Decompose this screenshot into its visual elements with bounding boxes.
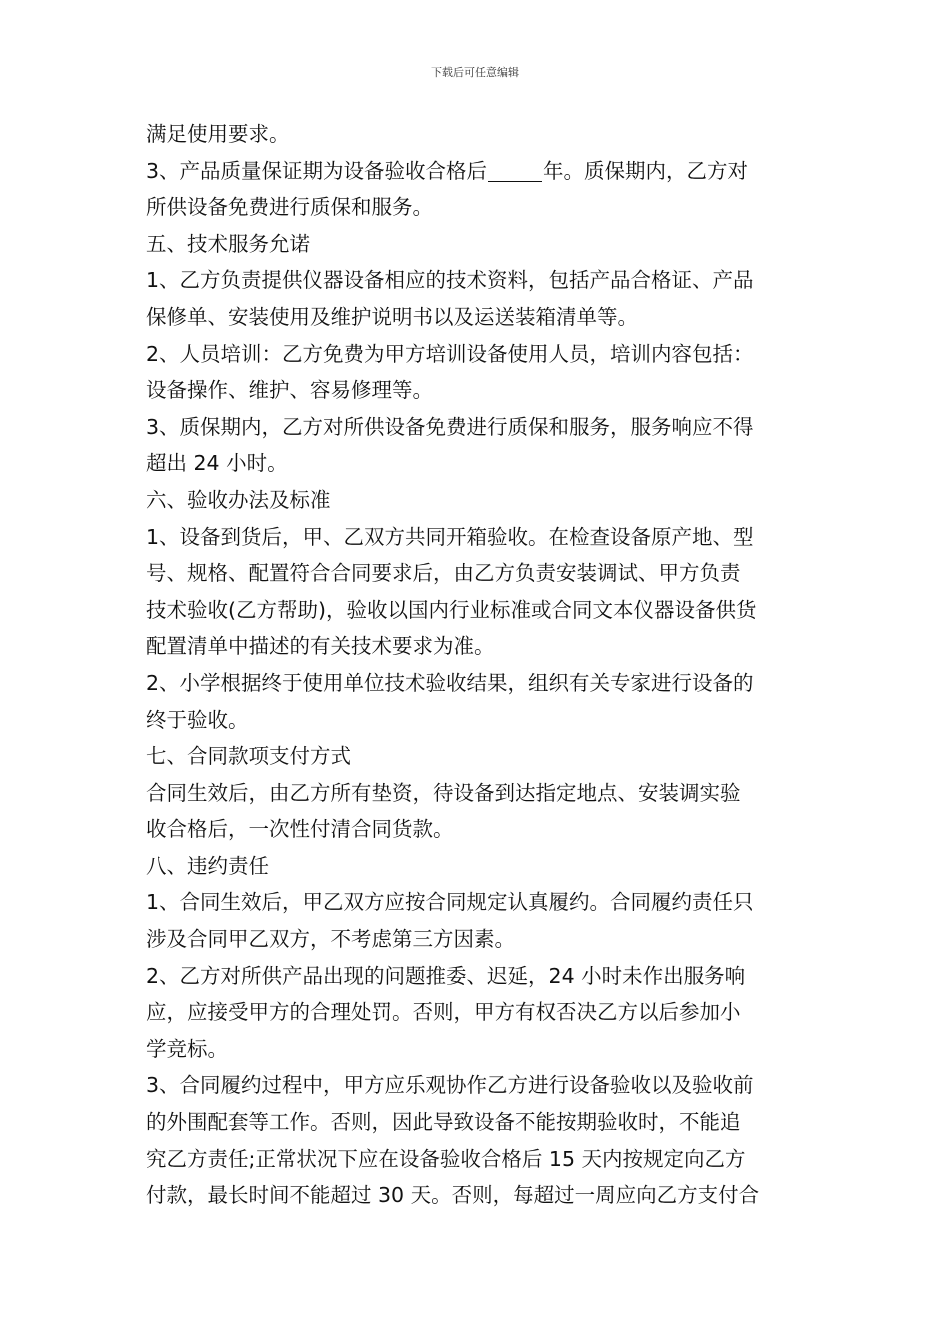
paragraph-line: 超出 24 小时。 [146, 451, 288, 476]
paragraph-line: 涉及合同甲乙双方，不考虑第三方因素。 [146, 927, 515, 952]
paragraph-line: 设备操作、维护、容易修理等。 [146, 378, 433, 403]
paragraph-line: 应，应接受甲方的合理处罚。否则，甲方有权否决乙方以后参加小 [146, 1000, 741, 1025]
paragraph-line: 3、质保期内，乙方对所供设备免费进行质保和服务，服务响应不得 [146, 414, 754, 439]
paragraph-line: 付款，最长时间不能超过 30 天。否则，每超过一周应向乙方支付合 [146, 1183, 760, 1208]
section-heading: 七、合同款项支付方式 [146, 744, 351, 769]
line-text-before-blank: 3、产品质量保证期为设备验收合格后 [146, 158, 488, 183]
paragraph-line: 的外围配套等工作。否则，因此导致设备不能按期验收时，不能追 [146, 1110, 741, 1135]
paragraph-line: 1、乙方负责提供仪器设备相应的技术资料，包括产品合格证、产品 [146, 268, 754, 293]
paragraph-line: 技术验收(乙方帮助)，验收以国内行业标准或合同文本仪器设备供货 [146, 597, 757, 622]
paragraph-line: 1、设备到货后，甲、乙双方共同开箱验收。在检查设备原产地、型 [146, 524, 754, 549]
line-text-after-blank: 年。质保期内，乙方对 [543, 158, 749, 183]
paragraph-line: 满足使用要求。 [146, 122, 290, 146]
paragraph-line: 配置清单中描述的有关技术要求为准。 [146, 634, 495, 659]
paragraph-line: 所供设备免费进行质保和服务。 [146, 195, 433, 220]
section-heading: 六、验收办法及标准 [146, 487, 331, 512]
paragraph-line: 终于验收。 [146, 707, 249, 732]
paragraph-line: 保修单、安装使用及维护说明书以及运送装箱清单等。 [146, 304, 638, 329]
paragraph-line: 1、合同生效后，甲乙双方应按合同规定认真履约。合同履约责任只 [146, 890, 754, 915]
paragraph-line: 合同生效后，由乙方所有垫资，待设备到达指定地点、安装调实验 [146, 780, 741, 805]
paragraph-line: 收合格后，一次性付清合同货款。 [146, 817, 454, 842]
section-heading: 五、技术服务允诺 [146, 231, 310, 256]
paragraph-line-with-blank [146, 153, 810, 190]
paragraph-line: 2、乙方对所供产品出现的问题推委、迟延，24 小时未作出服务响 [146, 963, 746, 988]
document-body [146, 116, 810, 1214]
fill-in-blank [488, 159, 542, 182]
page-header: 下载后可任意编辑 [431, 66, 519, 79]
paragraph-line: 2、人员培训：乙方免费为甲方培训设备使用人员，培训内容包括： [146, 341, 754, 366]
paragraph-line: 学竞标。 [146, 1036, 228, 1061]
paragraph-line: 号、规格、配置符合合同要求后，由乙方负责安装调试、甲方负责 [146, 561, 741, 586]
paragraph-line: 究乙方责任;正常状况下应在设备验收合格后 15 天内按规定向乙方 [146, 1146, 746, 1171]
paragraph-line: 2、小学根据终于使用单位技术验收结果，组织有关专家进行设备的 [146, 670, 754, 695]
paragraph-line: 3、合同履约过程中，甲方应乐观协作乙方进行设备验收以及验收前 [146, 1073, 754, 1098]
section-heading: 八、违约责任 [146, 853, 269, 878]
